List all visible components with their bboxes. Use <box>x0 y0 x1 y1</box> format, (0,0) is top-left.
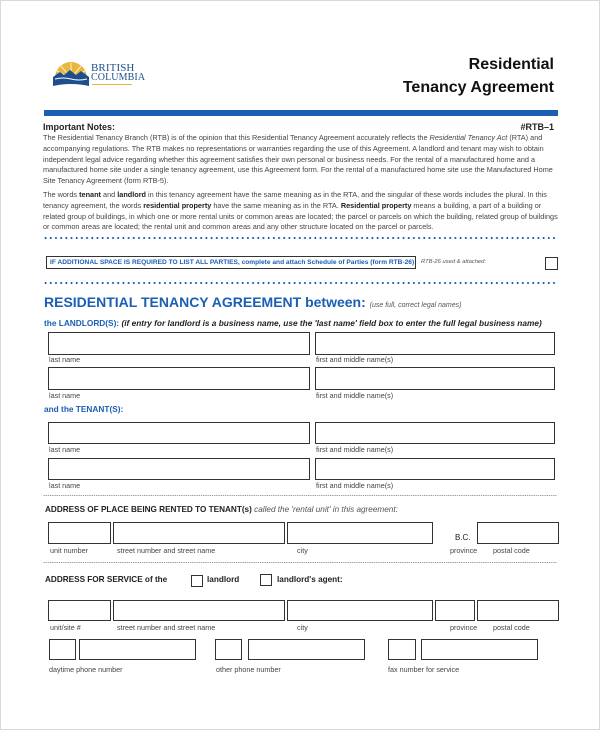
text: The Residential Tenancy Branch (RTB) is of the opinion that this Residential Tenancy Agreement accurately reflects the <box>43 133 430 142</box>
landlord-2-first-middle-field[interactable] <box>315 367 555 390</box>
daytime-phone-area-code-field[interactable] <box>49 639 76 660</box>
logo-underline <box>92 84 132 85</box>
title-line1: Residential <box>468 56 554 73</box>
tenant-2-first-middle-field[interactable] <box>315 458 555 480</box>
field-label: first and middle name(s) <box>316 445 394 454</box>
additional-parties-notice: IF ADDITIONAL SPACE IS REQUIRED TO LIST ALL PARTIES, complete and attach Schedule of Parties (form RTB-26) <box>46 256 416 269</box>
field-label: first and middle name(s) <box>316 391 394 400</box>
field-label: province <box>450 546 478 555</box>
bc-sun-mountains-logo-icon <box>51 58 91 88</box>
field-label: city <box>297 623 308 632</box>
act-name: Residential Tenancy Act <box>429 133 508 142</box>
dotted-divider <box>43 237 557 239</box>
form-id: #RTB–1 <box>520 122 554 132</box>
landlord-1-last-name-field[interactable] <box>48 332 310 355</box>
rental-postal-code-field[interactable] <box>477 522 559 544</box>
rtb26-attached-checkbox[interactable] <box>545 257 558 270</box>
heading-note: (use full, correct legal names) <box>369 302 462 309</box>
text: The words <box>43 190 80 199</box>
label-text: ADDRESS OF PLACE BEING RENTED TO TENANT(s) <box>45 505 255 514</box>
logo-wordmark <box>91 64 145 82</box>
tenant-2-last-name-field[interactable] <box>48 458 310 480</box>
field-label: unit/site # <box>50 623 81 632</box>
province-value: B.C. <box>455 533 471 542</box>
field-label: last name <box>49 445 81 454</box>
term-landlord: landlord <box>117 190 147 199</box>
logo-line1: BRITISH <box>91 62 135 74</box>
field-label: postal code <box>493 546 530 555</box>
label-text: the LANDLORD(S): <box>44 318 122 328</box>
label-note: called the 'rental unit' in this agreement: <box>254 505 398 514</box>
dotted-divider <box>43 495 557 496</box>
service-landlord-checkbox[interactable] <box>191 575 203 587</box>
landlords-label <box>44 318 542 328</box>
field-label: daytime phone number <box>49 665 123 674</box>
dotted-divider <box>43 282 557 284</box>
daytime-phone-number-field[interactable] <box>79 639 196 660</box>
bc-logo <box>51 56 161 92</box>
service-agent-option: landlord's agent: <box>277 575 343 584</box>
field-label: first and middle name(s) <box>316 355 394 364</box>
important-notes-label: Important Notes: <box>43 122 115 132</box>
header-divider <box>44 110 558 116</box>
service-city-field[interactable] <box>287 600 433 621</box>
field-label: fax number for service <box>388 665 460 674</box>
tenant-1-last-name-field[interactable] <box>48 422 310 444</box>
tenants-label: and the TENANT(S): <box>44 404 124 414</box>
text: in this tenancy agreement have the same meaning as in the RTA, and the singular of these words includes the plural. In this tenancy agreement, the words <box>43 190 547 210</box>
term-residential-property: residential property <box>143 200 212 210</box>
title-line2: Tenancy Agreement <box>402 79 554 96</box>
service-landlord-option: landlord <box>207 575 240 584</box>
fax-number-field[interactable] <box>421 639 538 660</box>
field-label: last name <box>49 355 81 364</box>
tenant-1-first-middle-field[interactable] <box>315 422 555 444</box>
field-label: city <box>297 546 308 555</box>
other-phone-area-code-field[interactable] <box>215 639 242 660</box>
notes-paragraph-2 <box>43 190 559 233</box>
field-label: other phone number <box>216 665 281 674</box>
field-label: first and middle name(s) <box>316 481 394 490</box>
rental-address-label <box>45 505 398 514</box>
field-label: street number and street name <box>117 623 216 632</box>
fax-area-code-field[interactable] <box>388 639 416 660</box>
logo-line2: COLUMBIA <box>91 72 146 83</box>
text: means a building, a part of a building or related group of buildings, in which one or more rental units or common areas are located; the parcel or parcels on which the building, related group of buildings or common areas are located; the rental unit and common areas and any other structure located on the parcel or parcels. <box>43 200 558 232</box>
service-unit-site-field[interactable] <box>48 600 111 621</box>
notes-paragraph-1 <box>43 133 559 187</box>
service-street-field[interactable] <box>113 600 285 621</box>
heading-text: RESIDENTIAL TENANCY AGREEMENT between: <box>44 294 370 310</box>
page-title <box>403 53 554 99</box>
other-phone-number-field[interactable] <box>248 639 365 660</box>
service-postal-code-field[interactable] <box>477 600 559 621</box>
term-residential-property: Residential property <box>340 200 412 210</box>
text: (RTA) and accompanying regulations. The RTB makes no representations or warranties regarding the use of this Agreement. A landlord and tenant may wish to obtain independent legal advice regarding whether this agreement satisfies their own personal or business needs. For the rental of a manufactured home and a manufactured home site under a single tenancy agreement, use this Agreement form. For the rental of a manufactured home site use the Manufactured Home Site Tenancy Agreement (form RTB-5). <box>43 133 553 186</box>
field-label: street number and street name <box>117 546 216 555</box>
field-label: last name <box>49 391 81 400</box>
field-label: postal code <box>493 623 530 632</box>
rental-street-field[interactable] <box>113 522 285 544</box>
label-note: (if entry for landlord is a business name, use the 'last name' field box to enter the full legal business name) <box>121 318 542 328</box>
rental-city-field[interactable] <box>287 522 433 544</box>
landlord-1-first-middle-field[interactable] <box>315 332 555 355</box>
field-label: province <box>450 623 478 632</box>
agreement-heading <box>44 294 462 310</box>
service-province-field[interactable] <box>435 600 475 621</box>
landlord-2-last-name-field[interactable] <box>48 367 310 390</box>
term-tenant: tenant <box>79 190 101 199</box>
field-label: unit number <box>50 546 88 555</box>
service-agent-checkbox[interactable] <box>260 574 272 586</box>
service-address-label: ADDRESS FOR SERVICE of the <box>45 575 168 584</box>
field-label: last name <box>49 481 81 490</box>
text: have the same meaning as in the RTA. <box>211 200 341 210</box>
text: and <box>101 190 118 199</box>
rental-unit-number-field[interactable] <box>48 522 111 544</box>
dotted-divider <box>43 562 557 563</box>
rtb26-attached-label: RTB-26 used & attached: <box>421 259 486 265</box>
